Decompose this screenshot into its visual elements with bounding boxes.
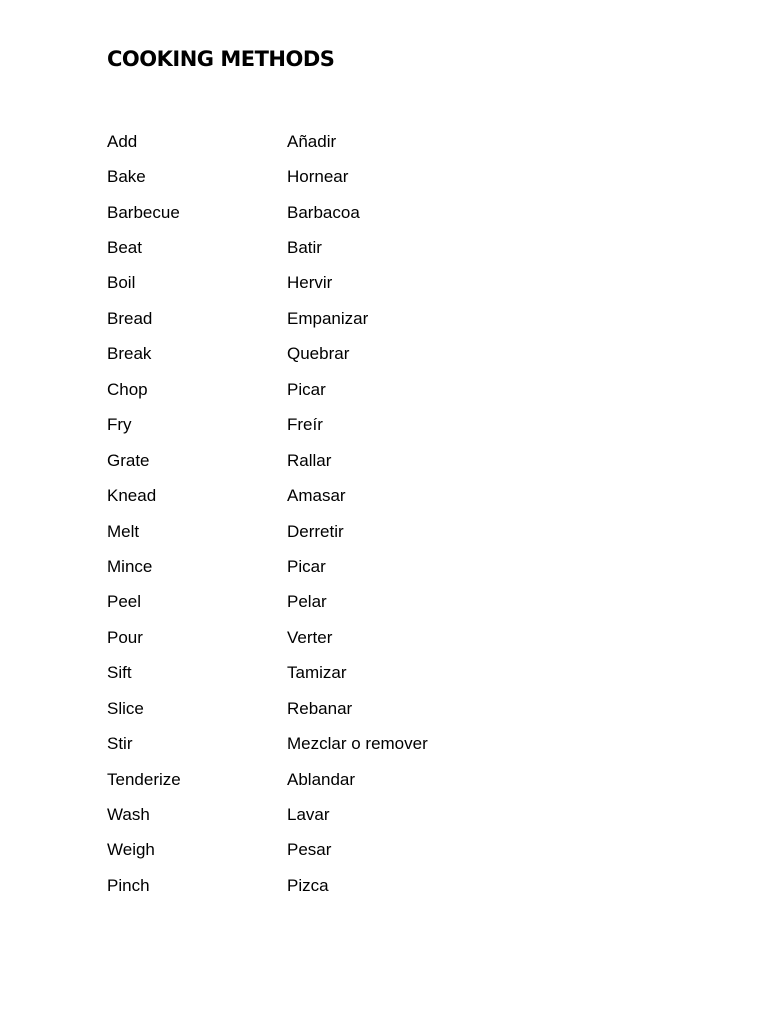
spanish-word: Hervir: [287, 273, 333, 293]
spanish-word: Rebanar: [287, 698, 353, 718]
english-word: Add: [107, 131, 138, 151]
spanish-word: Amasar: [287, 486, 346, 506]
spanish-word: Picar: [287, 556, 326, 576]
english-word: Melt: [107, 521, 140, 541]
list-item: [107, 691, 667, 726]
english-word: Peel: [107, 592, 142, 612]
english-word: Mince: [107, 556, 153, 576]
spanish-word: Empanizar: [287, 308, 369, 328]
english-word: Fry: [107, 415, 132, 435]
list-item: [107, 195, 667, 230]
spanish-word: Hornear: [287, 167, 349, 187]
spanish-word: Pesar: [287, 840, 332, 860]
english-word: Barbecue: [107, 202, 180, 222]
list-item: [107, 833, 667, 868]
english-word: Break: [107, 344, 152, 364]
list-item: [107, 478, 667, 513]
spanish-word: Picar: [287, 379, 326, 399]
page-title: COOKING METHODS: [107, 47, 335, 71]
english-word: Bake: [107, 167, 146, 187]
spanish-word: Rallar: [287, 450, 332, 470]
list-item: [107, 408, 667, 443]
spanish-word: Lavar: [287, 805, 330, 825]
english-word: Boil: [107, 273, 136, 293]
list-item: [107, 301, 667, 336]
english-word: Knead: [107, 486, 157, 506]
english-word: Wash: [107, 805, 150, 825]
spanish-word: Batir: [287, 238, 322, 258]
spanish-word: Quebrar: [287, 344, 350, 364]
list-item: [107, 124, 667, 159]
english-word: Tenderize: [107, 769, 181, 789]
english-word: Pour: [107, 627, 143, 647]
english-word: Weigh: [107, 840, 155, 860]
list-item: [107, 159, 667, 194]
english-word: Chop: [107, 379, 148, 399]
list-item: [107, 726, 667, 761]
spanish-word: Ablandar: [287, 769, 356, 789]
list-item: [107, 549, 667, 584]
spanish-word: Añadir: [287, 131, 337, 151]
english-word: Sift: [107, 663, 132, 683]
list-item: [107, 620, 667, 655]
spanish-word: Barbacoa: [287, 202, 360, 222]
list-item: [107, 443, 667, 478]
list-item: [107, 656, 667, 691]
english-word: Bread: [107, 308, 153, 328]
list-item: [107, 230, 667, 265]
spanish-word: Tamizar: [287, 663, 347, 683]
spanish-word: Pelar: [287, 592, 327, 612]
list-item: [107, 762, 667, 797]
spanish-word: Freír: [287, 415, 323, 435]
english-word: Pinch: [107, 875, 150, 895]
list-item: [107, 372, 667, 407]
english-word: Slice: [107, 698, 144, 718]
english-word: Beat: [107, 238, 142, 258]
spanish-word: Mezclar o remover: [287, 734, 428, 754]
vocabulary-list: [107, 124, 667, 904]
list-item: [107, 585, 667, 620]
spanish-word: Pizca: [287, 875, 329, 895]
list-item: [107, 868, 667, 903]
list-item: [107, 266, 667, 301]
english-word: Grate: [107, 450, 150, 470]
spanish-word: Verter: [287, 627, 333, 647]
list-item: [107, 337, 667, 372]
list-item: [107, 797, 667, 832]
list-item: [107, 514, 667, 549]
spanish-word: Derretir: [287, 521, 344, 541]
english-word: Stir: [107, 734, 133, 754]
